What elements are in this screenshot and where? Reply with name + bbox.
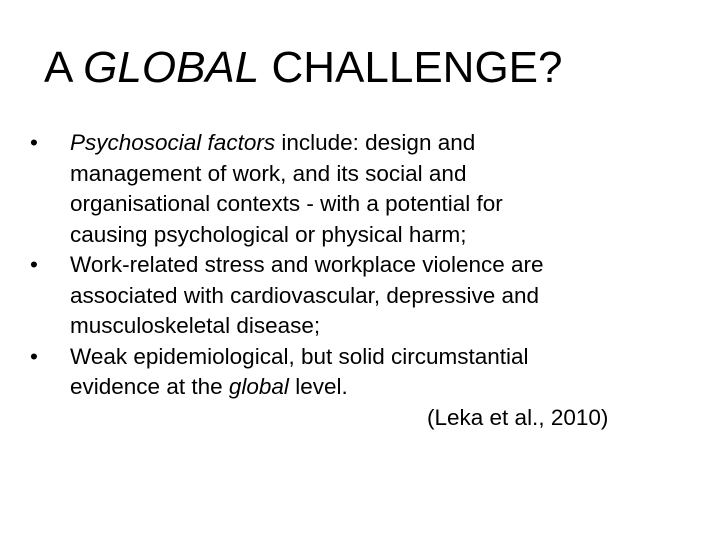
bullet-text: include: design and: [275, 130, 476, 155]
bullet-marker: •: [30, 130, 38, 155]
bullet-line: Weak epidemiological, but solid circumstantial: [70, 343, 529, 369]
bullet-item-work-stress: [27, 250, 667, 342]
bullet-line: management of work, and its social and: [70, 160, 467, 186]
italic-term: Psychosocial factors: [70, 130, 276, 155]
bullet-list: [27, 128, 667, 433]
bullet-line: causing psychological or physical harm;: [70, 221, 467, 247]
title-pre: A: [44, 43, 84, 92]
bullet-line: Work-related stress and workplace violence are: [70, 252, 544, 277]
bullet-item-evidence: [27, 342, 667, 403]
bullet-line: musculoskeletal disease;: [70, 313, 321, 338]
title-italic: GLOBAL: [83, 43, 260, 92]
bullet-text: evidence at the: [70, 374, 229, 399]
bullet-marker: •: [30, 343, 38, 369]
bullet-line: [70, 372, 667, 403]
italic-term: global: [228, 374, 289, 399]
title-post: CHALLENGE?: [259, 43, 563, 92]
bullet-text: level.: [288, 374, 348, 399]
bullet-line: [70, 128, 667, 159]
slide-title: [44, 38, 562, 98]
bullet-line: organisational contexts - with a potential for: [70, 191, 503, 216]
bullet-marker: •: [30, 252, 38, 277]
bullet-line: associated with cardiovascular, depressive and: [70, 282, 540, 308]
citation: (Leka et al., 2010): [427, 404, 609, 430]
bullet-item-psychosocial: [27, 128, 667, 250]
